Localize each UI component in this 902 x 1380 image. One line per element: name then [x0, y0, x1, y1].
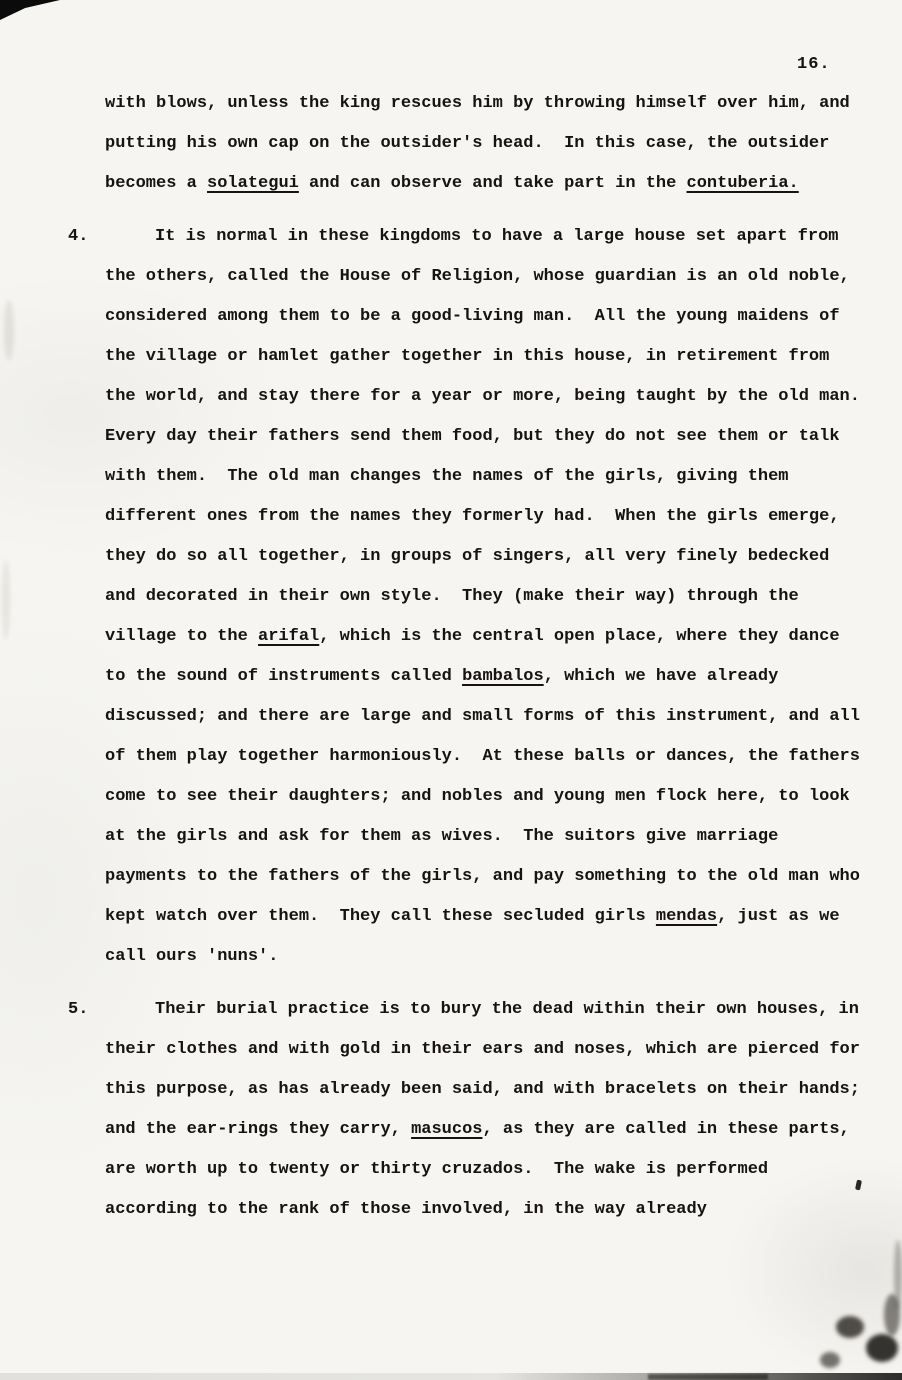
- scan-artifact-smudge: [820, 1352, 840, 1368]
- document-body: [68, 84, 881, 1230]
- scan-artifact-smudge: [884, 1294, 900, 1336]
- scan-artifact-left-speck: [2, 560, 10, 640]
- paragraph: [68, 990, 881, 1230]
- scan-artifact-top-left-corner: [0, 0, 60, 20]
- paragraph-number: 5.: [68, 1000, 89, 1019]
- scan-artifact-smudge: [836, 1316, 864, 1338]
- paragraph-number: 4.: [68, 227, 89, 246]
- paragraph: [105, 84, 863, 204]
- page-number: 16.: [797, 55, 831, 74]
- paragraph-text: It is normal in these kingdoms to have a large house set apart from the others, called the House of Religion, whose guardian is an old noble, considered among them to be a good-living man. All the young maidens of the village or hamlet gather together in this house, in retirement from the world, and stay there for a year or more, being taught by the old man. Every day their fathers send them food, but they do not see them or talk with them. The old man changes the names of the girls, giving them different ones from the names they formerly had. When the girls emerge, they do so all together, in groups of singers, all very finely bedecked and decorated in their own style. They (make their way) through the village to the arifal, which is the central open place, where they dance to the sound of instruments called bambalos, which we have already discussed; and there are large and small forms of this instrument, and all of them play together harmoniously. At these balls or dances, the fathers come to see their daughters; and nobles and young men flock here, to look at the girls and ask for them as wives. The suitors give marriage payments to the fathers of the girls, and pay something to the old man who kept watch over them. They call these secluded girls mendas, just as we call ours 'nuns'.: [105, 227, 881, 966]
- scan-artifact-bottom-smudge: [648, 1374, 768, 1380]
- paragraph-text: Their burial practice is to bury the dead within their own houses, in their clothes and with gold in their ears and noses, which are pierced for this purpose, as has already been said, and with bracelets on their hands; and the ear-rings they carry, masucos, as they are called in these parts, are worth up to twenty or thirty cruzados. The wake is performed according to the rank of those involved, in the way already: [105, 1000, 881, 1219]
- scan-artifact-left-speck: [4, 300, 14, 360]
- scan-artifact-smudge: [894, 1240, 902, 1310]
- scan-artifact-smudge: [866, 1334, 898, 1362]
- paragraph-text: with blows, unless the king rescues him by throwing himself over him, and putting his own cap on the outsider's head. In this case, the outsider becomes a solategui and can observe and take part in the contuberia.: [105, 94, 860, 193]
- paragraph: [68, 217, 881, 977]
